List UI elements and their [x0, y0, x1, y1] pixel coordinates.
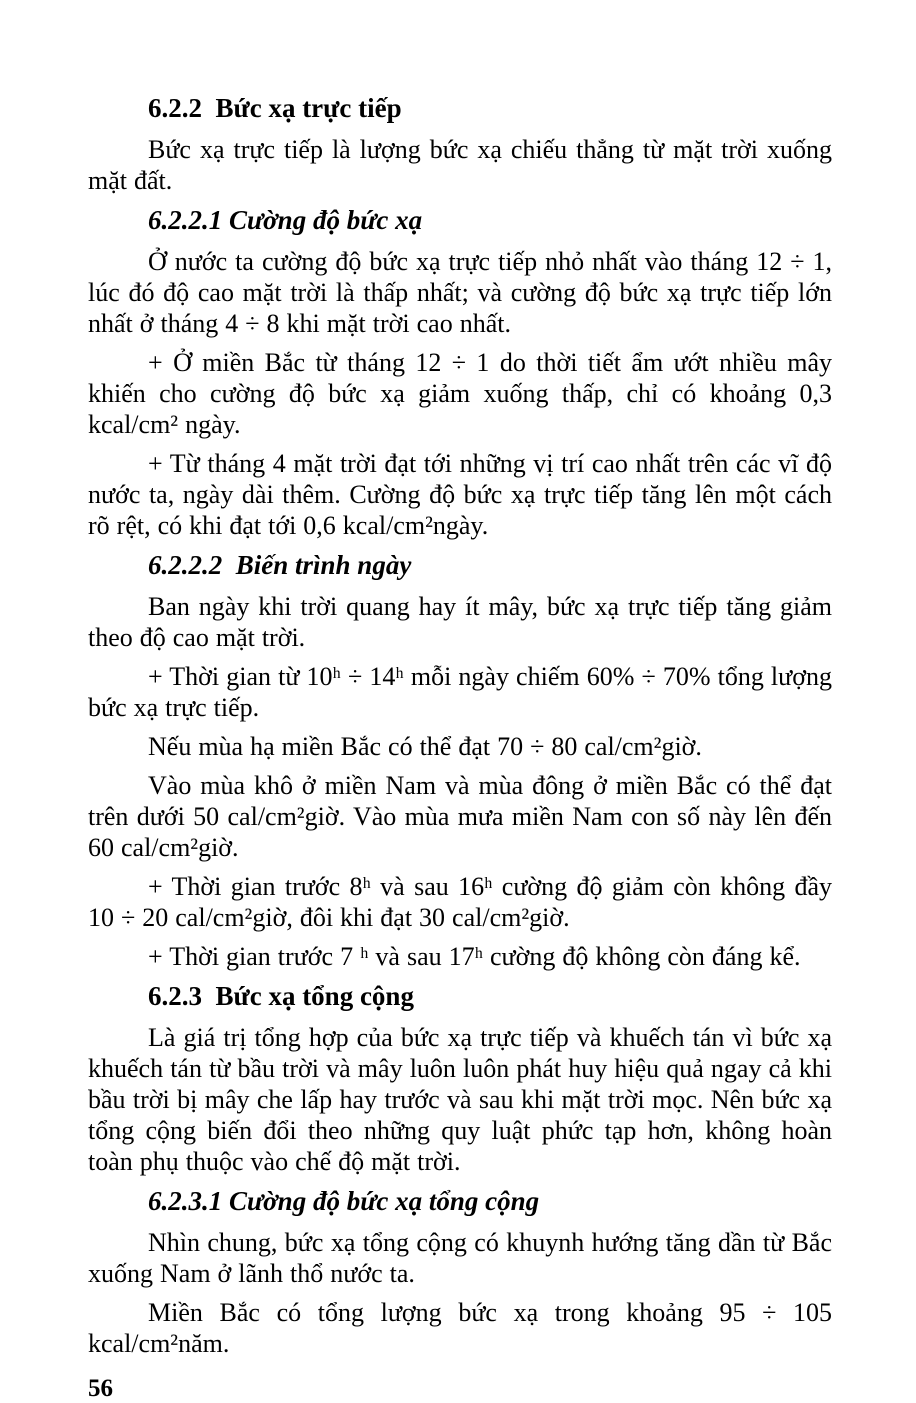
paragraph-before-8h-after-16h: + Thời gian trước 8ʰ và sau 16ʰ cường độ giảm còn không đầy 10 ÷ 20 cal/cm²giờ, đôi khi đạt 30 cal/cm²giờ. — [88, 872, 832, 932]
subsection-heading-6-2-3-1: 6.2.3.1 Cường độ bức xạ tổng cộng — [148, 1186, 540, 1216]
subsection-heading-6-2-2-2: 6.2.2.2 Biến trình ngày — [148, 550, 412, 580]
paragraph-from-april-intensity: + Từ tháng 4 mặt trời đạt tới những vị trí cao nhất trên các vĩ độ nước ta, ngày dài thêm. Cường độ bức xạ trực tiếp tăng lên một cách rõ rệt, có khi đạt tới 0,6 kcal/cm²ngày. — [88, 449, 832, 540]
paragraph-dry-rainy-season-values: Vào mùa khô ở miền Nam và mùa đông ở miền Bắc có thể đạt trên dưới 50 cal/cm²giờ. Vào mùa mưa miền Nam con số này lên đến 60 cal/cm²giờ. — [88, 771, 832, 862]
paragraph-north-total-amount: Miền Bắc có tổng lượng bức xạ trong khoảng 95 ÷ 105 kcal/cm²năm. — [88, 1298, 832, 1358]
paragraph-direct-radiation-definition: Bức xạ trực tiếp là lượng bức xạ chiếu thẳng từ mặt trời xuống mặt đất. — [88, 135, 832, 195]
paragraph-total-radiation-trend: Nhìn chung, bức xạ tổng cộng có khuynh hướng tăng dần từ Bắc xuống Nam ở lãnh thổ nước ta. — [88, 1228, 832, 1288]
page-number: 56 — [88, 1375, 113, 1402]
paragraph-daytime-variation: Ban ngày khi trời quang hay ít mây, bức xạ trực tiếp tăng giảm theo độ cao mặt trời. — [88, 592, 832, 652]
paragraph-before-7h-after-17h: + Thời gian trước 7 ʰ và sau 17ʰ cường độ không còn đáng kể. — [148, 942, 801, 971]
paragraph-summer-north-values: Nếu mùa hạ miền Bắc có thể đạt 70 ÷ 80 cal/cm²giờ. — [148, 732, 702, 761]
section-heading-6-2-2: 6.2.2 Bức xạ trực tiếp — [148, 93, 402, 123]
paragraph-time-10h-14h: + Thời gian từ 10ʰ ÷ 14ʰ mỗi ngày chiếm 60% ÷ 70% tổng lượng bức xạ trực tiếp. — [88, 662, 832, 722]
paragraph-north-winter-intensity: + Ở miền Bắc từ tháng 12 ÷ 1 do thời tiết ẩm ướt nhiều mây khiến cho cường độ bức xạ giảm xuống thấp, chỉ có khoảng 0,3 kcal/cm² ngày. — [88, 348, 832, 439]
subsection-heading-6-2-2-1: 6.2.2.1 Cường độ bức xạ — [148, 205, 423, 235]
paragraph-intensity-overview: Ở nước ta cường độ bức xạ trực tiếp nhỏ nhất vào tháng 12 ÷ 1, lúc đó độ cao mặt trời là thấp nhất; và cường độ bức xạ trực tiếp lớn nhất ở tháng 4 ÷ 8 khi mặt trời cao nhất. — [88, 247, 832, 338]
paragraph-total-radiation-definition: Là giá trị tổng hợp của bức xạ trực tiếp và khuếch tán vì bức xạ khuếch tán từ bầu trời và mây luôn luôn phát huy hiệu quả ngay cả khi bầu trời bị mây che lấp hay trước và sau khi mặt trời mọc. Nên bức xạ tổng cộng biến đổi theo những quy luật phức tạp hơn, không hoàn toàn phụ thuộc vào chế độ mặt trời. — [88, 1023, 832, 1176]
section-heading-6-2-3: 6.2.3 Bức xạ tổng cộng — [148, 981, 414, 1011]
